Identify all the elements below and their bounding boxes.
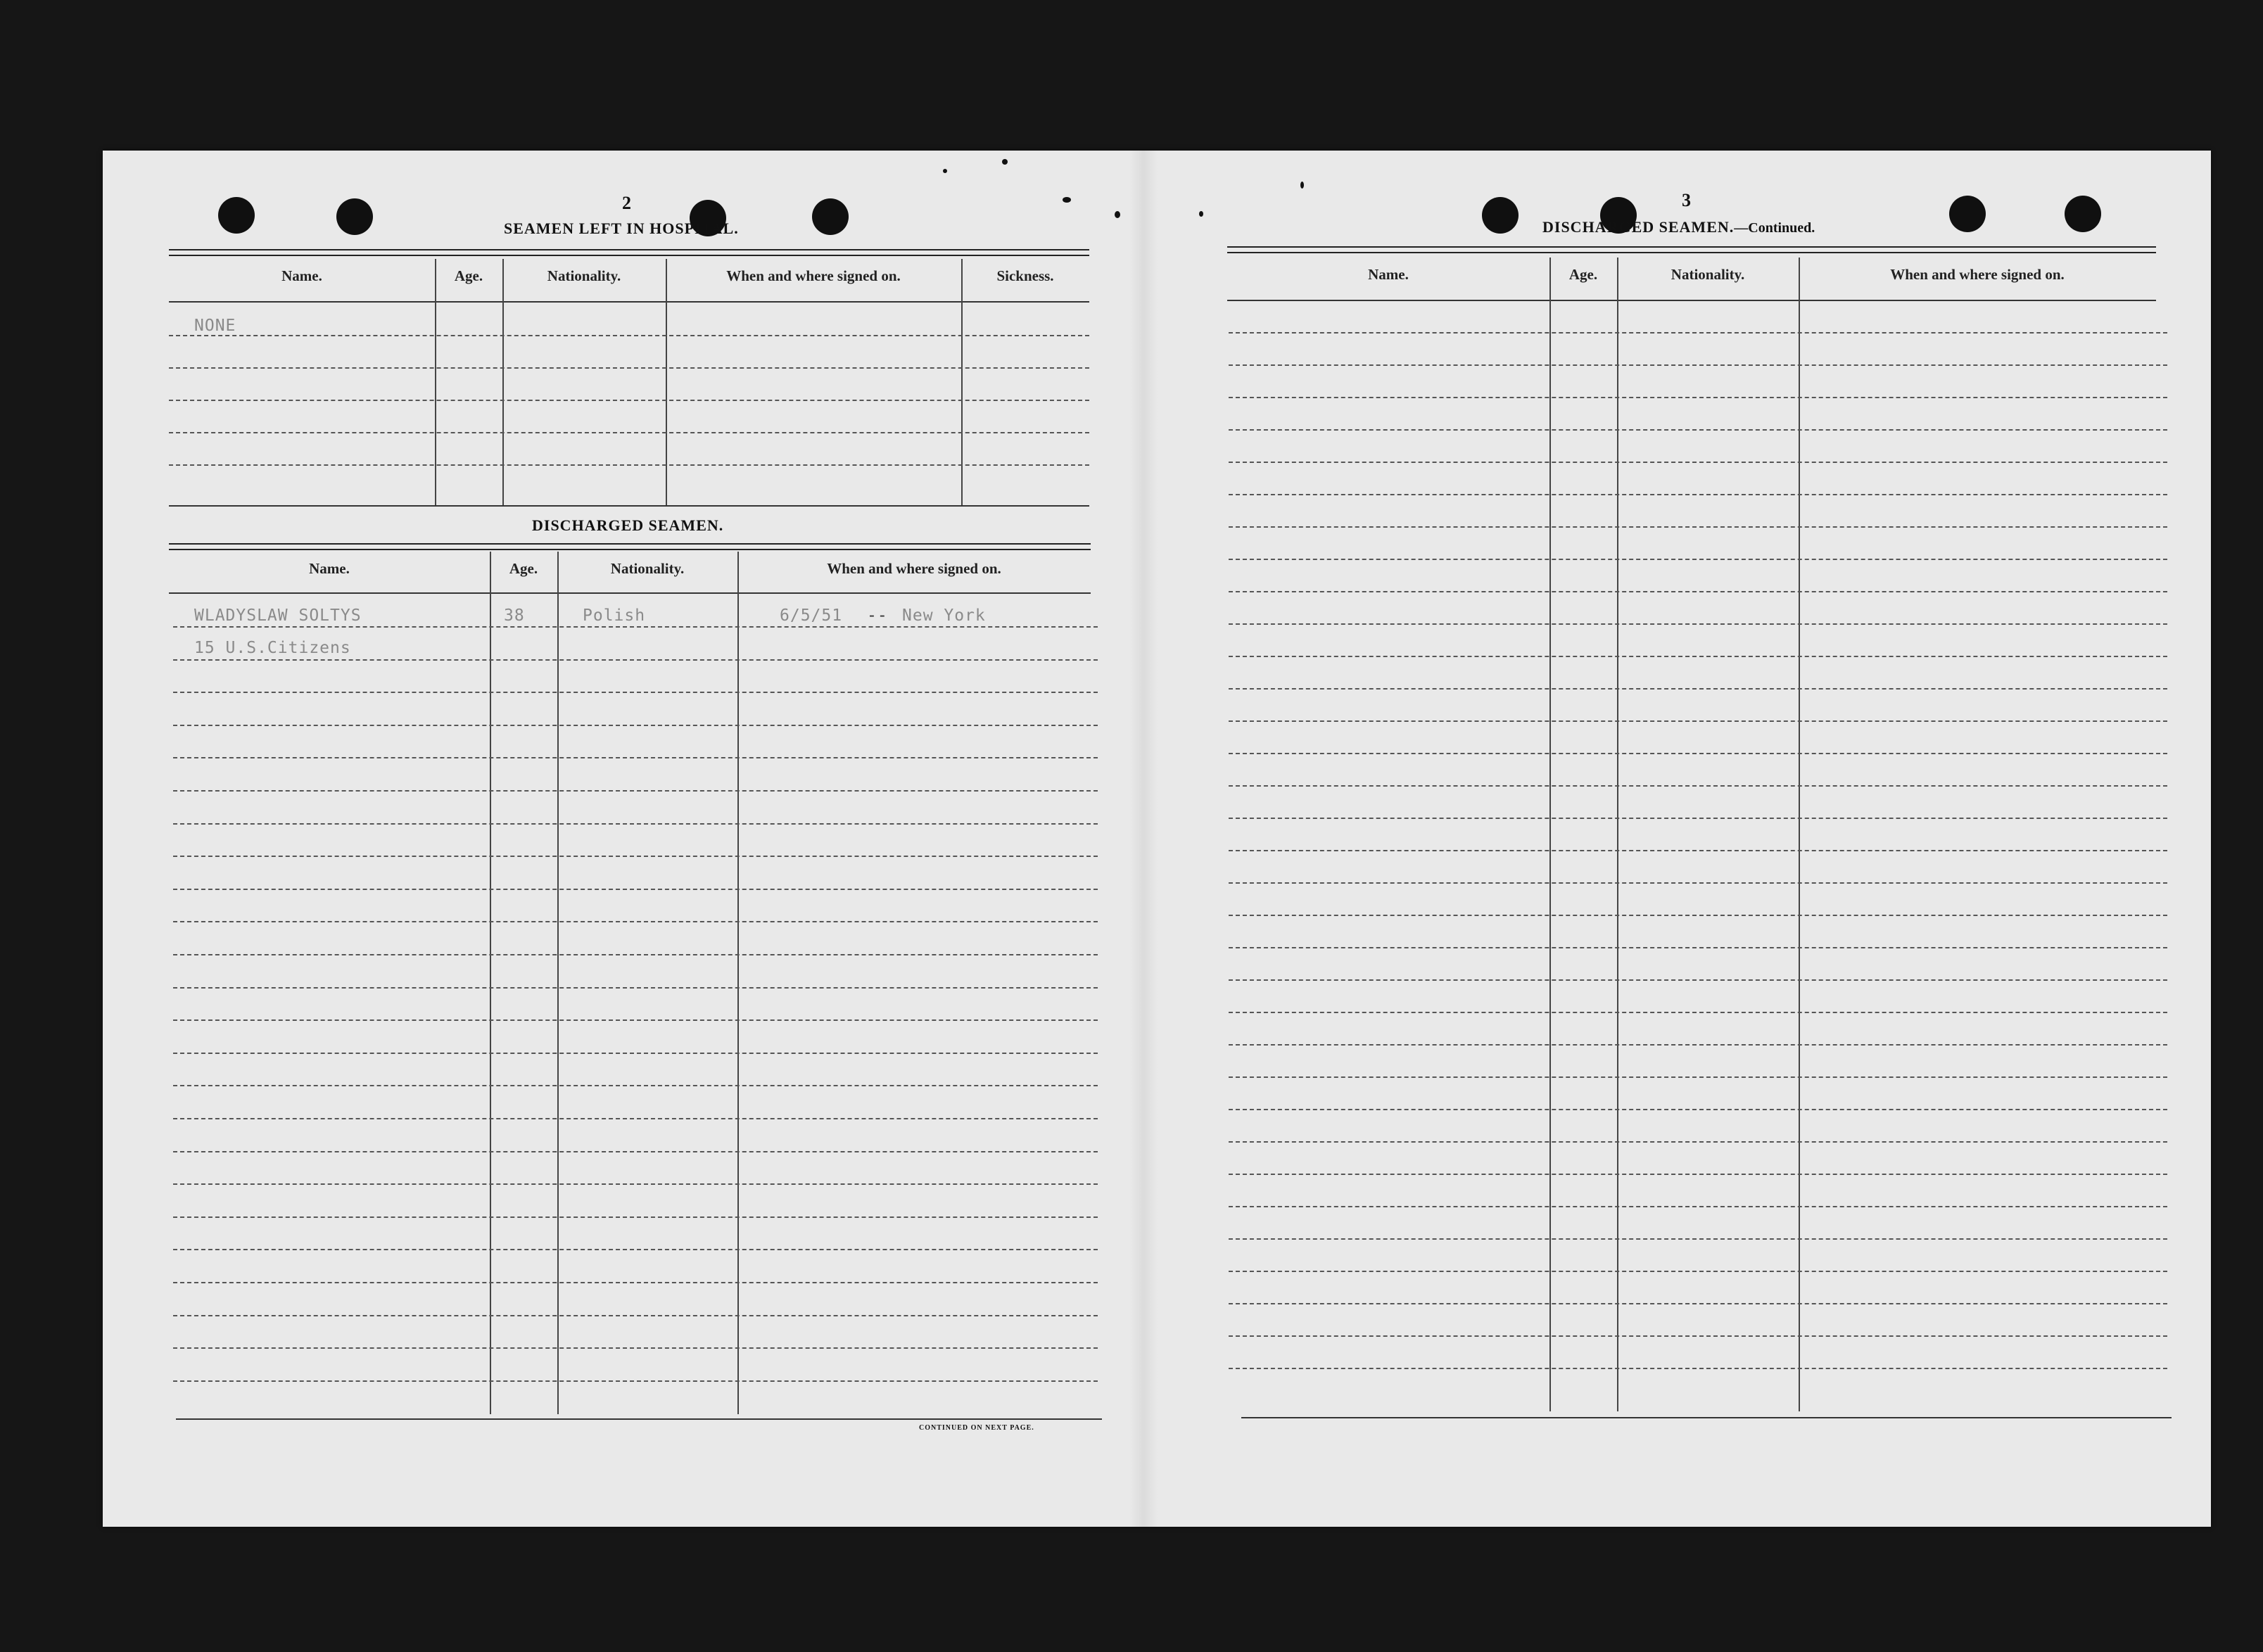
right-header-name: Name. — [1368, 266, 1409, 283]
discharged-row-1-age: 38 — [504, 606, 525, 625]
right-top-rule — [1227, 246, 2156, 253]
ruled-line — [1229, 1044, 2167, 1046]
hospital-header-nationality: Nationality. — [547, 267, 621, 284]
ruled-line — [1229, 915, 2167, 916]
ruled-line — [1229, 688, 2167, 690]
punch-hole — [336, 198, 373, 235]
hospital-header-signed-on: When and where signed on. — [726, 267, 901, 284]
ruled-line — [173, 987, 1098, 989]
discharged-col-divider — [490, 552, 491, 1414]
discharged-row-1-signed-place: New York — [902, 606, 986, 625]
ruled-line — [1229, 753, 2167, 754]
ruled-line — [173, 1085, 1098, 1086]
discharged-bottom-rule — [176, 1418, 1102, 1420]
hospital-entry: NONE — [194, 317, 236, 335]
right-header-rule — [1227, 300, 2156, 301]
scan-speck — [943, 169, 947, 173]
ruled-line — [169, 464, 1089, 466]
ruled-line — [1229, 818, 2167, 819]
ruled-line — [173, 692, 1098, 693]
ruled-line — [173, 659, 1098, 661]
ruled-line — [173, 1118, 1098, 1119]
right-bottom-rule — [1241, 1417, 2172, 1418]
ruled-line — [1229, 462, 2167, 463]
discharged-row-1-signed-date: 6/5/51 — [780, 606, 843, 625]
discharged-row-1-signed-sep: -- — [867, 606, 888, 625]
hospital-header-rule — [169, 301, 1089, 303]
ruled-line — [1229, 979, 2167, 981]
right-title-main: DISCHARGED SEAMEN. — [1542, 218, 1735, 236]
discharged-top-rule — [169, 543, 1091, 550]
discharged-header-name: Name. — [309, 560, 350, 577]
discharged-col-divider — [737, 552, 739, 1414]
hospital-top-rule — [169, 249, 1089, 256]
ruled-line — [173, 921, 1098, 922]
ruled-line — [173, 1216, 1098, 1218]
ruled-line — [1229, 656, 2167, 657]
ruled-line — [173, 1249, 1098, 1250]
right-header-signed-on: When and where signed on. — [1890, 266, 2065, 283]
ruled-line — [1229, 720, 2167, 722]
hospital-section-title: SEAMEN LEFT IN HOSPITAL. — [504, 220, 739, 237]
hospital-col-divider — [961, 259, 963, 505]
discharged-header-nationality: Nationality. — [610, 560, 685, 577]
ruled-line — [1229, 332, 2167, 333]
discharged-header-signed-on: When and where signed on. — [827, 560, 1001, 577]
scan-speck — [1300, 182, 1304, 189]
hospital-bottom-rule — [169, 505, 1089, 507]
hospital-header-sickness: Sickness. — [996, 267, 1054, 284]
ruled-line — [173, 1019, 1098, 1021]
ruled-line — [1229, 947, 2167, 948]
continued-on-next-page: CONTINUED ON NEXT PAGE. — [919, 1424, 1034, 1432]
ruled-line — [1229, 785, 2167, 787]
right-page-number: 3 — [1682, 190, 1691, 210]
page-fold — [1129, 151, 1158, 1527]
ruled-line — [169, 400, 1089, 401]
right-title-continued: —Continued. — [1734, 220, 1815, 236]
ruled-line — [1229, 1141, 2167, 1143]
hospital-col-divider — [502, 259, 504, 505]
ruled-line — [173, 1282, 1098, 1283]
right-header-nationality: Nationality. — [1671, 266, 1745, 283]
ruled-line — [173, 823, 1098, 825]
ruled-line — [169, 432, 1089, 433]
ruled-line — [173, 725, 1098, 726]
ruled-line — [169, 367, 1089, 369]
ruled-line — [173, 790, 1098, 792]
ruled-line — [1229, 1012, 2167, 1013]
punch-hole — [218, 197, 255, 234]
ruled-line — [1229, 526, 2167, 528]
discharged-row-1-name: WLADYSLAW SOLTYS — [194, 606, 362, 625]
ruled-line — [173, 1380, 1098, 1382]
ruled-line — [173, 757, 1098, 758]
ruled-line — [1229, 1368, 2167, 1369]
ruled-line — [1229, 1335, 2167, 1337]
ruled-line — [1229, 1206, 2167, 1207]
ruled-line — [173, 1053, 1098, 1054]
ruled-line — [173, 1347, 1098, 1349]
ruled-line — [173, 856, 1098, 857]
punch-hole — [1482, 197, 1519, 234]
scan-speck — [1115, 211, 1120, 218]
ruled-line — [1229, 1174, 2167, 1175]
ruled-line — [1229, 364, 2167, 366]
scan-speck — [1063, 197, 1071, 203]
scan-speck — [1002, 159, 1008, 165]
hospital-col-divider — [435, 259, 436, 505]
discharged-section-title: DISCHARGED SEAMEN. — [532, 516, 724, 534]
punch-hole — [2065, 196, 2101, 232]
ruled-line — [173, 1183, 1098, 1185]
punch-hole — [812, 198, 849, 235]
ruled-line — [1229, 1303, 2167, 1304]
ruled-line — [173, 1315, 1098, 1316]
ruled-line — [173, 889, 1098, 890]
ruled-line — [1229, 559, 2167, 560]
ruled-line — [173, 1151, 1098, 1152]
right-section-title — [1542, 218, 1815, 236]
discharged-header-age: Age. — [509, 560, 538, 577]
hospital-header-name: Name. — [281, 267, 322, 284]
discharged-header-rule — [169, 592, 1091, 594]
ruled-line — [1229, 1076, 2167, 1078]
ruled-line — [169, 335, 1089, 336]
ruled-line — [1229, 882, 2167, 884]
ruled-line — [1229, 623, 2167, 625]
punch-hole — [1949, 196, 1986, 232]
discharged-row-1-nationality: Polish — [583, 606, 646, 625]
ruled-line — [1229, 1238, 2167, 1240]
scan-speck — [1199, 211, 1203, 217]
discharged-row-2-name: 15 U.S.Citizens — [194, 639, 351, 657]
ruled-line — [1229, 429, 2167, 431]
ruled-line — [173, 954, 1098, 955]
ruled-line — [1229, 1109, 2167, 1110]
hospital-header-age: Age. — [454, 267, 483, 284]
ruled-line — [1229, 397, 2167, 398]
ruled-line — [1229, 850, 2167, 851]
discharged-col-divider — [557, 552, 559, 1414]
ruled-line — [1229, 591, 2167, 592]
right-header-age: Age. — [1568, 266, 1598, 283]
left-page-number: 2 — [622, 193, 631, 213]
hospital-col-divider — [666, 259, 667, 505]
ruled-line — [173, 626, 1098, 628]
ruled-line — [1229, 1271, 2167, 1272]
ruled-line — [1229, 494, 2167, 495]
